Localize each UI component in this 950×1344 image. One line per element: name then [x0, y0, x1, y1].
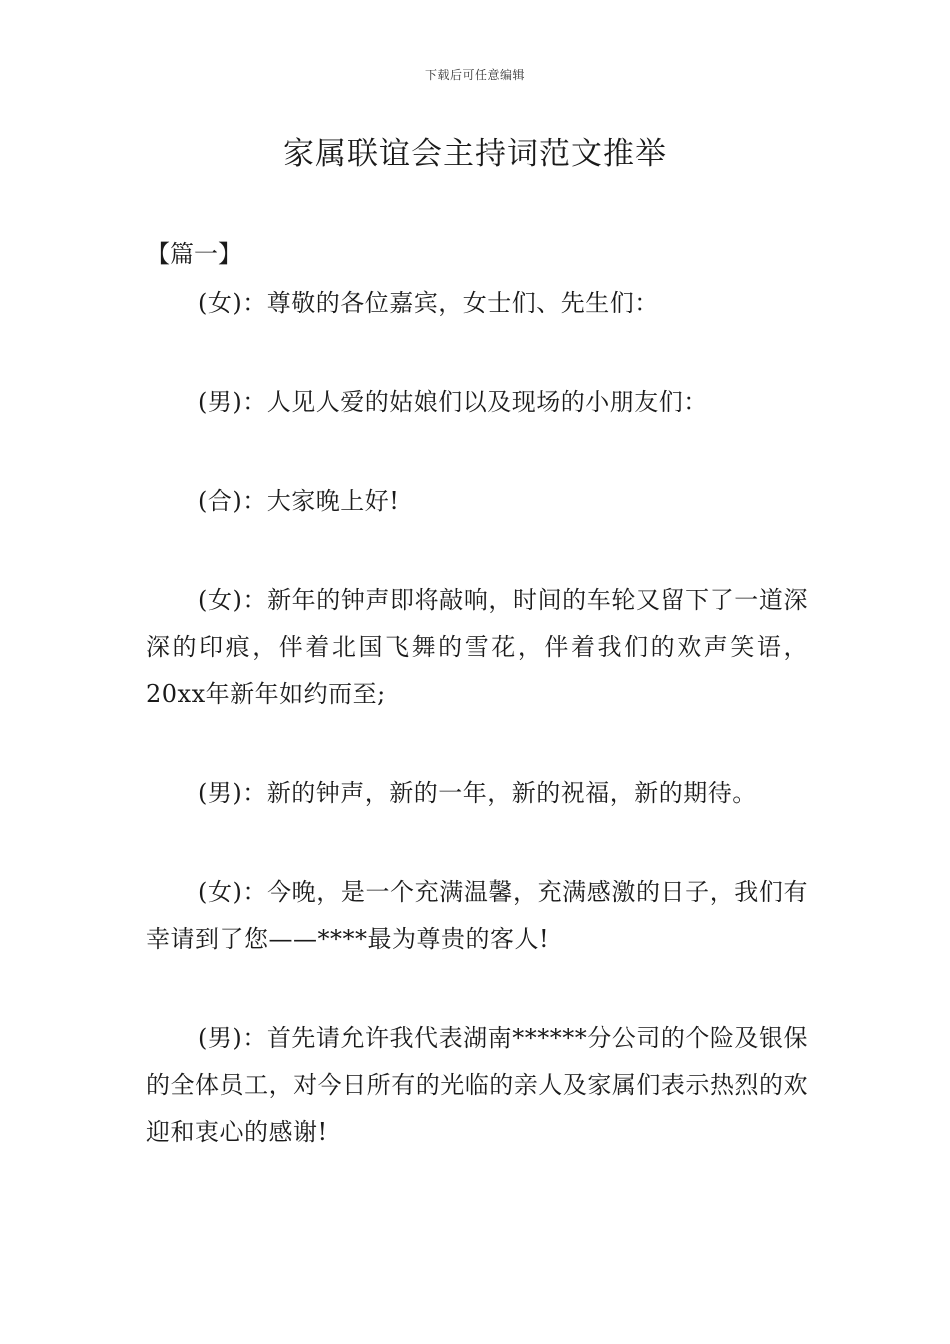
- paragraph: (男)：首先请允许我代表湖南******分公司的个险及银保的全体员工，对今日所有的光临的亲人及家属们表示热烈的欢迎和衷心的感谢!: [146, 1024, 808, 1146]
- paragraph: (合)：大家晚上好!: [198, 487, 400, 515]
- paragraph: (男)：人见人爱的姑娘们以及现场的小朋友们：: [198, 388, 708, 416]
- paragraph: (女)：尊敬的各位嘉宾，女士们、先生们：: [198, 289, 659, 317]
- paragraph: (女)：今晚，是一个充满温馨，充满感激的日子，我们有幸请到了您——****最为尊贵的客人!: [146, 878, 808, 953]
- paragraph: (女)：新年的钟声即将敲响，时间的车轮又留下了一道深深的印痕，伴着北国飞舞的雪花，伴着我们的欢声笑语，20xx年新年如约而至;: [146, 586, 808, 708]
- header-note: 下载后可任意编辑: [424, 68, 525, 82]
- section-label: 【篇一】: [146, 240, 242, 268]
- paragraph: (男)：新的钟声，新的一年，新的祝福，新的期待。: [198, 779, 757, 807]
- document-title: 家属联谊会主持词范文推举: [283, 136, 667, 172]
- document-body: [146, 280, 808, 1208]
